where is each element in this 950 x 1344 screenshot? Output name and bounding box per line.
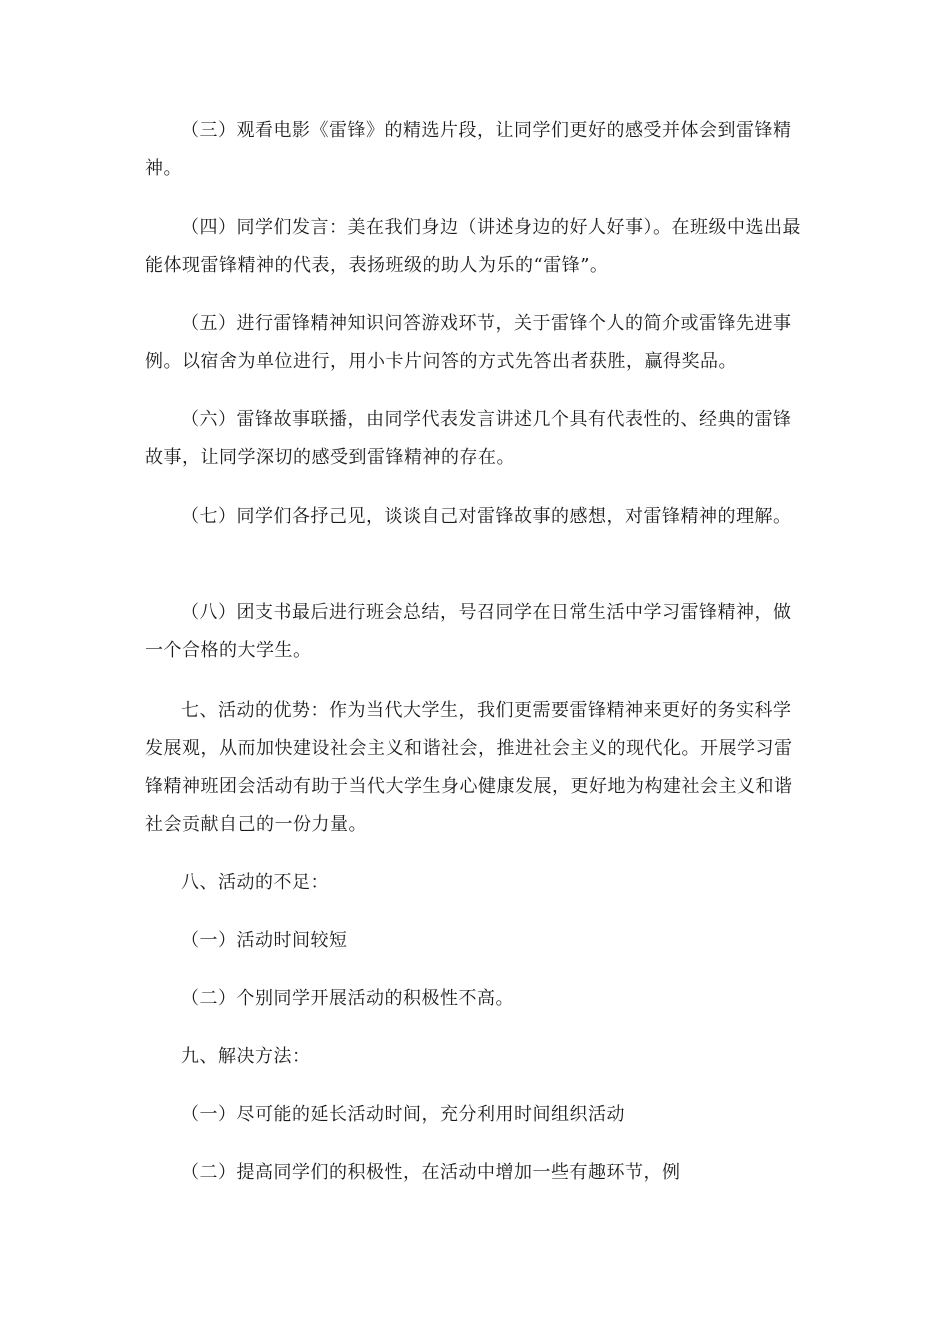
paragraph-story-broadcast: （六）雷锋故事联播，由同学代表发言讲述几个具有代表性的、经典的雷锋故事，让同学深切的感受到雷锋精神的存在。	[145, 409, 792, 468]
paragraph-quiz-game: （五）进行雷锋精神知识问答游戏环节，关于雷锋个人的简介或雷锋先进事例。以宿舍为单位进行，用小卡片问答的方式先答出者获胜，赢得奖品。	[145, 313, 792, 372]
paragraph-shortcoming-1: （一）活动时间较短	[181, 930, 348, 951]
paragraph-solution-1: （一）尽可能的延长活动时间，充分利用时间组织活动	[181, 1104, 625, 1125]
paragraph-solution-2: （二）提高同学们的积极性，在活动中增加一些有趣环节，例	[181, 1162, 681, 1183]
paragraph-shortcoming-2: （二）个别同学开展活动的积极性不高。	[181, 988, 514, 1009]
paragraph-student-speeches: （四）同学们发言：美在我们身边（讲述身边的好人好事）。在班级中选出最能体现雷锋精神的代表，表扬班级的助人为乐的“雷锋”。	[145, 217, 801, 276]
paragraph-watch-film: （三）观看电影《雷锋》的精选片段，让同学们更好的感受并体会到雷锋精神。	[145, 120, 792, 179]
section-heading-shortcomings: 八、活动的不足：	[181, 872, 329, 893]
paragraph-share-opinions: （七）同学们各抒己见，谈谈自己对雷锋故事的感想，对雷锋精神的理解。	[181, 506, 792, 527]
paragraph-summary: （八）团支书最后进行班会总结，号召同学在日常生活中学习雷锋精神，做一个合格的大学生。	[145, 602, 792, 661]
section-heading-solutions: 九、解决方法：	[181, 1046, 311, 1067]
paragraph-advantages: 七、活动的优势：作为当代大学生，我们更需要雷锋精神来更好的务实科学发展观，从而加快建设社会主义和谐社会，推进社会主义的现代化。开展学习雷锋精神班团会活动有助于当代大学生身心健康发展，更好地为构建社会主义和谐社会贡献自己的一份力量。	[145, 700, 793, 835]
